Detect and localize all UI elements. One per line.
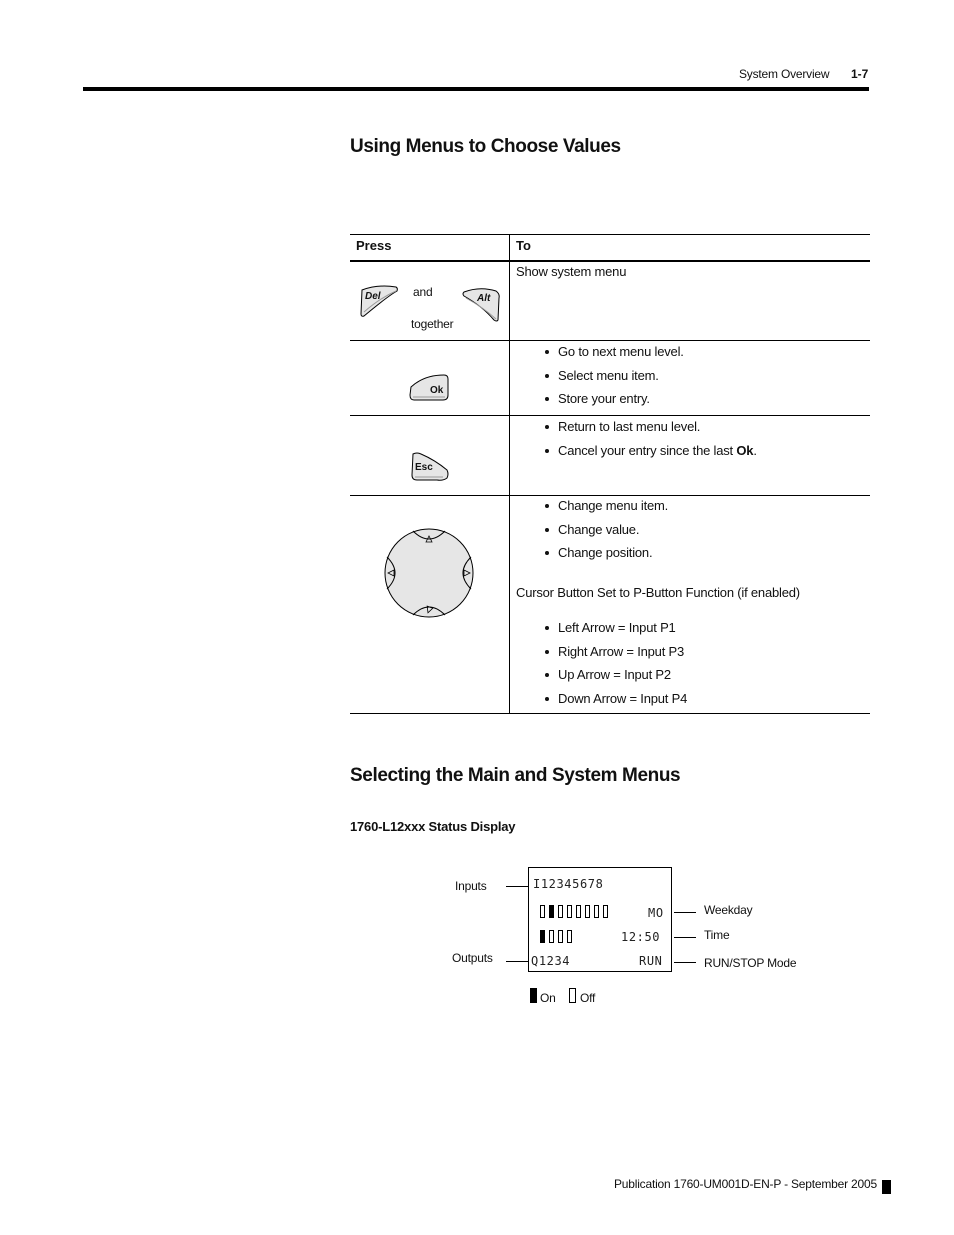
outputs-callout: Outputs [452,951,493,965]
show-system-menu-text: Show system menu [516,264,627,279]
list-item: Down Arrow = Input P4 [544,691,687,715]
output-status-block [540,930,545,943]
esc-actions-list [544,419,757,466]
input-status-block [549,905,554,918]
row-rule-2 [350,415,870,416]
p-button-list [544,620,687,714]
list-item: Store your entry. [544,391,684,415]
table-header-rule [350,260,870,262]
cursor-actions-list [544,498,668,569]
input-status-block [594,905,599,918]
weekday-callout: Weekday [704,903,753,917]
del-key-label: Del [365,291,381,302]
output-status-block [558,930,563,943]
ok-key-label: Ok [430,385,444,396]
ok-actions-list [544,344,684,415]
legend-on-swatch [530,988,537,1003]
table-bottom-rule [350,713,870,714]
input-status-block [558,905,563,918]
list-item: Up Arrow = Input P2 [544,667,687,691]
footer-publication: Publication 1760-UM001D-EN-P - September 2005 [614,1177,877,1191]
cancel-text: Cancel your entry since the last [558,442,737,458]
legend-on-label: On [540,991,556,1005]
list-item: Change value. [544,522,668,546]
list-item: Left Arrow = Input P1 [544,620,687,644]
lcd-inputs-line: I12345678 [533,877,604,891]
section-title-main-system-menus: Selecting the Main and System Menus [350,765,681,786]
footer-marker [882,1180,891,1194]
input-status-block [576,905,581,918]
list-item: Go to next menu level. [544,344,684,368]
header-rule [83,87,869,91]
page-number: 1-7 [851,67,869,81]
output-status-block [567,930,572,943]
list-item [544,443,757,467]
status-display-subtitle: 1760-L12xxx Status Display [350,819,516,834]
table-top-rule [350,234,870,235]
inputs-leader [506,886,528,887]
together-label: together [411,317,454,331]
input-status-block [540,905,545,918]
section-title-menus: Using Menus to Choose Values [350,136,621,157]
row-rule-1 [350,340,870,341]
outputs-leader [506,961,528,962]
time-callout: Time [704,928,730,942]
input-status-block [603,905,608,918]
esc-key-label: Esc [415,462,433,473]
ok-bold-text: Ok [736,442,754,458]
ok-key-icon [408,373,450,408]
cursor-pad-icon [383,527,475,624]
legend-off-label: Off [580,991,596,1005]
and-label: and [413,285,433,299]
cancel-suffix: . [753,442,757,458]
running-header-section: System Overview [739,67,830,81]
p-button-note: Cursor Button Set to P-Button Function (if enabled) [516,585,800,600]
mode-callout: RUN/STOP Mode [704,956,797,970]
lcd-outputs-line: Q1234 [531,954,571,968]
lcd-time: 12:50 [621,930,661,944]
inputs-callout: Inputs [455,879,487,893]
list-item: Right Arrow = Input P3 [544,644,687,668]
col-header-press: Press [356,238,392,253]
col-header-to: To [516,238,531,253]
table-column-rule [509,234,510,714]
lcd-mode: RUN [639,954,663,968]
list-item: Change position. [544,545,668,569]
row-rule-3 [350,495,870,496]
lcd-status-display [528,867,672,972]
legend-off-swatch [569,988,576,1003]
mode-leader [674,962,696,963]
list-item: Change menu item. [544,498,668,522]
list-item: Select menu item. [544,368,684,392]
lcd-weekday: MO [648,906,664,920]
input-status-block [567,905,572,918]
time-leader [674,937,696,938]
output-status-block [549,930,554,943]
alt-key-label: Alt [477,293,491,304]
list-item: Return to last menu level. [544,419,757,443]
weekday-leader [674,912,696,913]
input-status-block [585,905,590,918]
